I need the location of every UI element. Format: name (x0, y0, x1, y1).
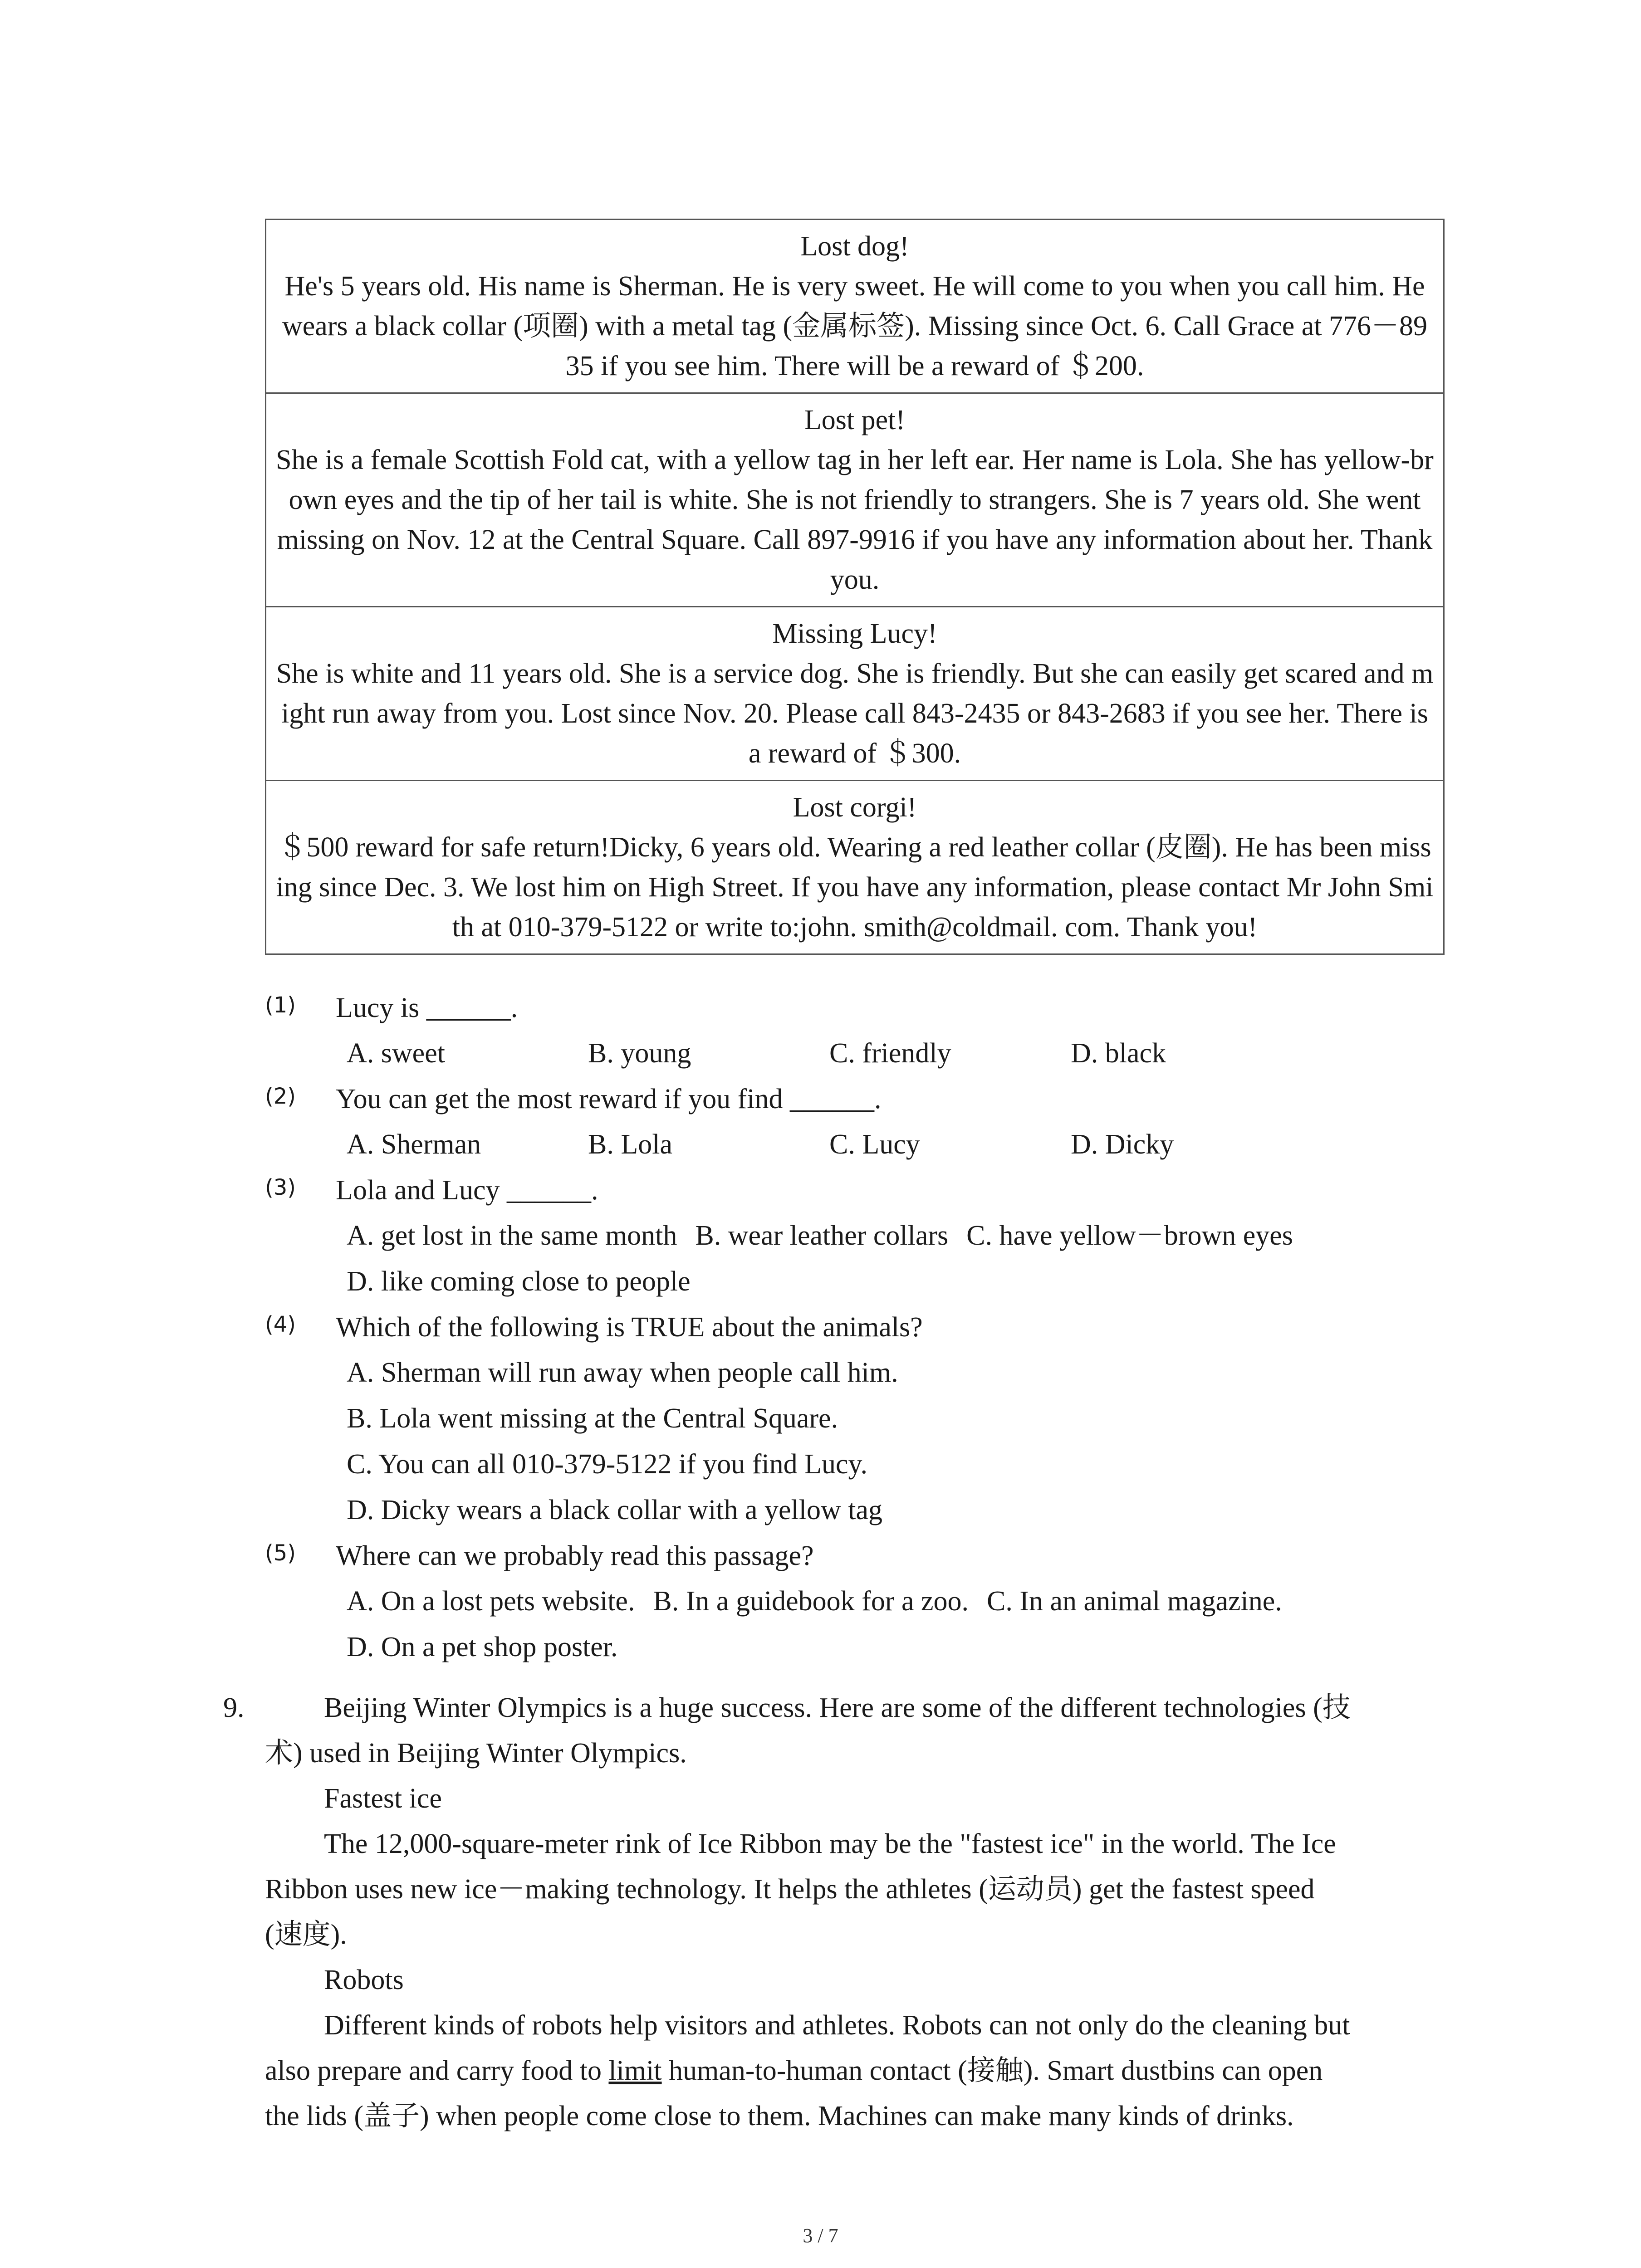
passage-line: Different kinds of robots help visitors and athletes. Robots can not only do the cleaning but (324, 2010, 1350, 2041)
question-stem: Lola and Lucy ______. (336, 1175, 598, 1206)
notice-body: He's 5 years old. His name is Sherman. He is very sweet. He will come to you when you call him. He wears a black collar (项圈) with a metal tag (金属标签). Missing since Oct. 6. Call Grace at 776－8935 if you see him. There will be a reward of ＄200. (282, 271, 1428, 381)
option[interactable]: D. black (1071, 1038, 1166, 1069)
notice-lost-corgi (266, 781, 1443, 953)
question-stem: Which of the following is TRUE about the animals? (336, 1312, 923, 1343)
passage-line: 术) used in Beijing Winter Olympics. (265, 1738, 687, 1769)
question-5 (265, 1533, 1490, 1670)
option[interactable]: D. On a pet shop poster. (347, 1632, 618, 1662)
section-heading: Robots (324, 1965, 404, 1995)
question-number: (5) (265, 1540, 296, 1566)
option[interactable]: D. like coming close to people (347, 1266, 691, 1297)
option[interactable]: B. In a guidebook for a zoo. (653, 1586, 969, 1617)
option[interactable]: C. You can all 010-379-5122 if you find Lucy. (347, 1449, 868, 1480)
notice-body: She is a female Scottish Fold cat, with a yellow tag in her left ear. Her name is Lola. She has yellow-brown eyes and the tip of her tail is white. She is not friendly to strangers. She is 7 years old. She went missing on Nov. 12 at the Central Square. Call 897-9916 if you have any information about her. Thank you. (276, 445, 1434, 595)
passage-line: Beijing Winter Olympics is a huge success. Here are some of the different technologies (技 (324, 1692, 1351, 1723)
notice-title: Lost dog! (800, 231, 909, 262)
page-number: 3 / 7 (803, 2224, 838, 2247)
question-number: (2) (265, 1084, 296, 1109)
notice-lost-pet (266, 394, 1443, 607)
option[interactable]: C. Lucy (829, 1129, 920, 1160)
option[interactable]: A. get lost in the same month (347, 1220, 677, 1251)
section-heading: Fastest ice (324, 1783, 442, 1814)
option[interactable]: B. Lola (588, 1129, 672, 1160)
option[interactable]: D. Dicky wears a black collar with a yellow tag (347, 1495, 883, 1525)
option[interactable]: B. Lola went missing at the Central Square. (347, 1403, 838, 1434)
underlined-word: limit (608, 2055, 662, 2086)
notice-missing-lucy (266, 607, 1443, 781)
passage-text: also prepare and carry food to (265, 2055, 609, 2086)
option[interactable]: C. In an animal magazine. (987, 1586, 1282, 1617)
passage-line: (速度). (265, 1919, 347, 1950)
passage-text: human-to-human contact (接触). Smart dustbins can open (661, 2055, 1323, 2086)
question-1 (265, 985, 1490, 1076)
notices-table (265, 219, 1445, 955)
question-stem: You can get the most reward if you find ______. (336, 1084, 882, 1114)
passage-line: the lids (盖子) when people come close to them. Machines can make many kinds of drinks. (265, 2101, 1294, 2131)
notice-body: She is white and 11 years old. She is a service dog. She is friendly. But she can easily get scared and might run away from you. Lost since Nov. 20. Please call 843-2435 or 843-2683 if you see her. There is a reward of ＄300. (276, 658, 1434, 769)
option[interactable]: C. have yellow－brown eyes (966, 1220, 1293, 1251)
notice-body: ＄500 reward for safe return!Dicky, 6 years old. Wearing a red leather collar (皮圈). He has been missing since Dec. 3. We lost him on High Street. If you have any information, please contact Mr John Smith at 010-379-5122 or write to:john. smith@coldmail. com. Thank you! (276, 832, 1434, 943)
option[interactable]: C. friendly (829, 1038, 951, 1069)
passage-line (265, 2051, 1323, 2091)
notice-title: Lost pet! (804, 405, 906, 435)
notice-title: Lost corgi! (793, 792, 917, 823)
question-number: (1) (265, 992, 296, 1018)
question-4 (265, 1305, 1490, 1533)
option[interactable]: B. young (588, 1038, 691, 1069)
question-stem: Lucy is ______. (336, 992, 518, 1023)
passage-line: Ribbon uses new ice－making technology. It helps the athletes (运动员) get the fastest speed (265, 1874, 1315, 1905)
question-number: (3) (265, 1175, 296, 1200)
question-2 (265, 1076, 1490, 1168)
question-3 (265, 1168, 1490, 1305)
question-number: (4) (265, 1312, 296, 1337)
question-number: 9. (223, 1692, 245, 1723)
option[interactable]: A. sweet (347, 1038, 445, 1069)
option[interactable]: A. Sherman (347, 1129, 481, 1160)
option[interactable]: A. On a lost pets website. (347, 1586, 635, 1617)
notice-title: Missing Lucy! (772, 618, 937, 649)
option[interactable]: A. Sherman will run away when people call him. (347, 1357, 898, 1388)
question-stem: Where can we probably read this passage? (336, 1540, 814, 1571)
option[interactable]: B. wear leather collars (695, 1220, 949, 1251)
notice-lost-dog (266, 220, 1443, 394)
passage-line: The 12,000-square-meter rink of Ice Ribbon may be the "fastest ice" in the world. The Ice (324, 1828, 1336, 1859)
option[interactable]: D. Dicky (1071, 1129, 1174, 1160)
question-list (265, 985, 1490, 1670)
